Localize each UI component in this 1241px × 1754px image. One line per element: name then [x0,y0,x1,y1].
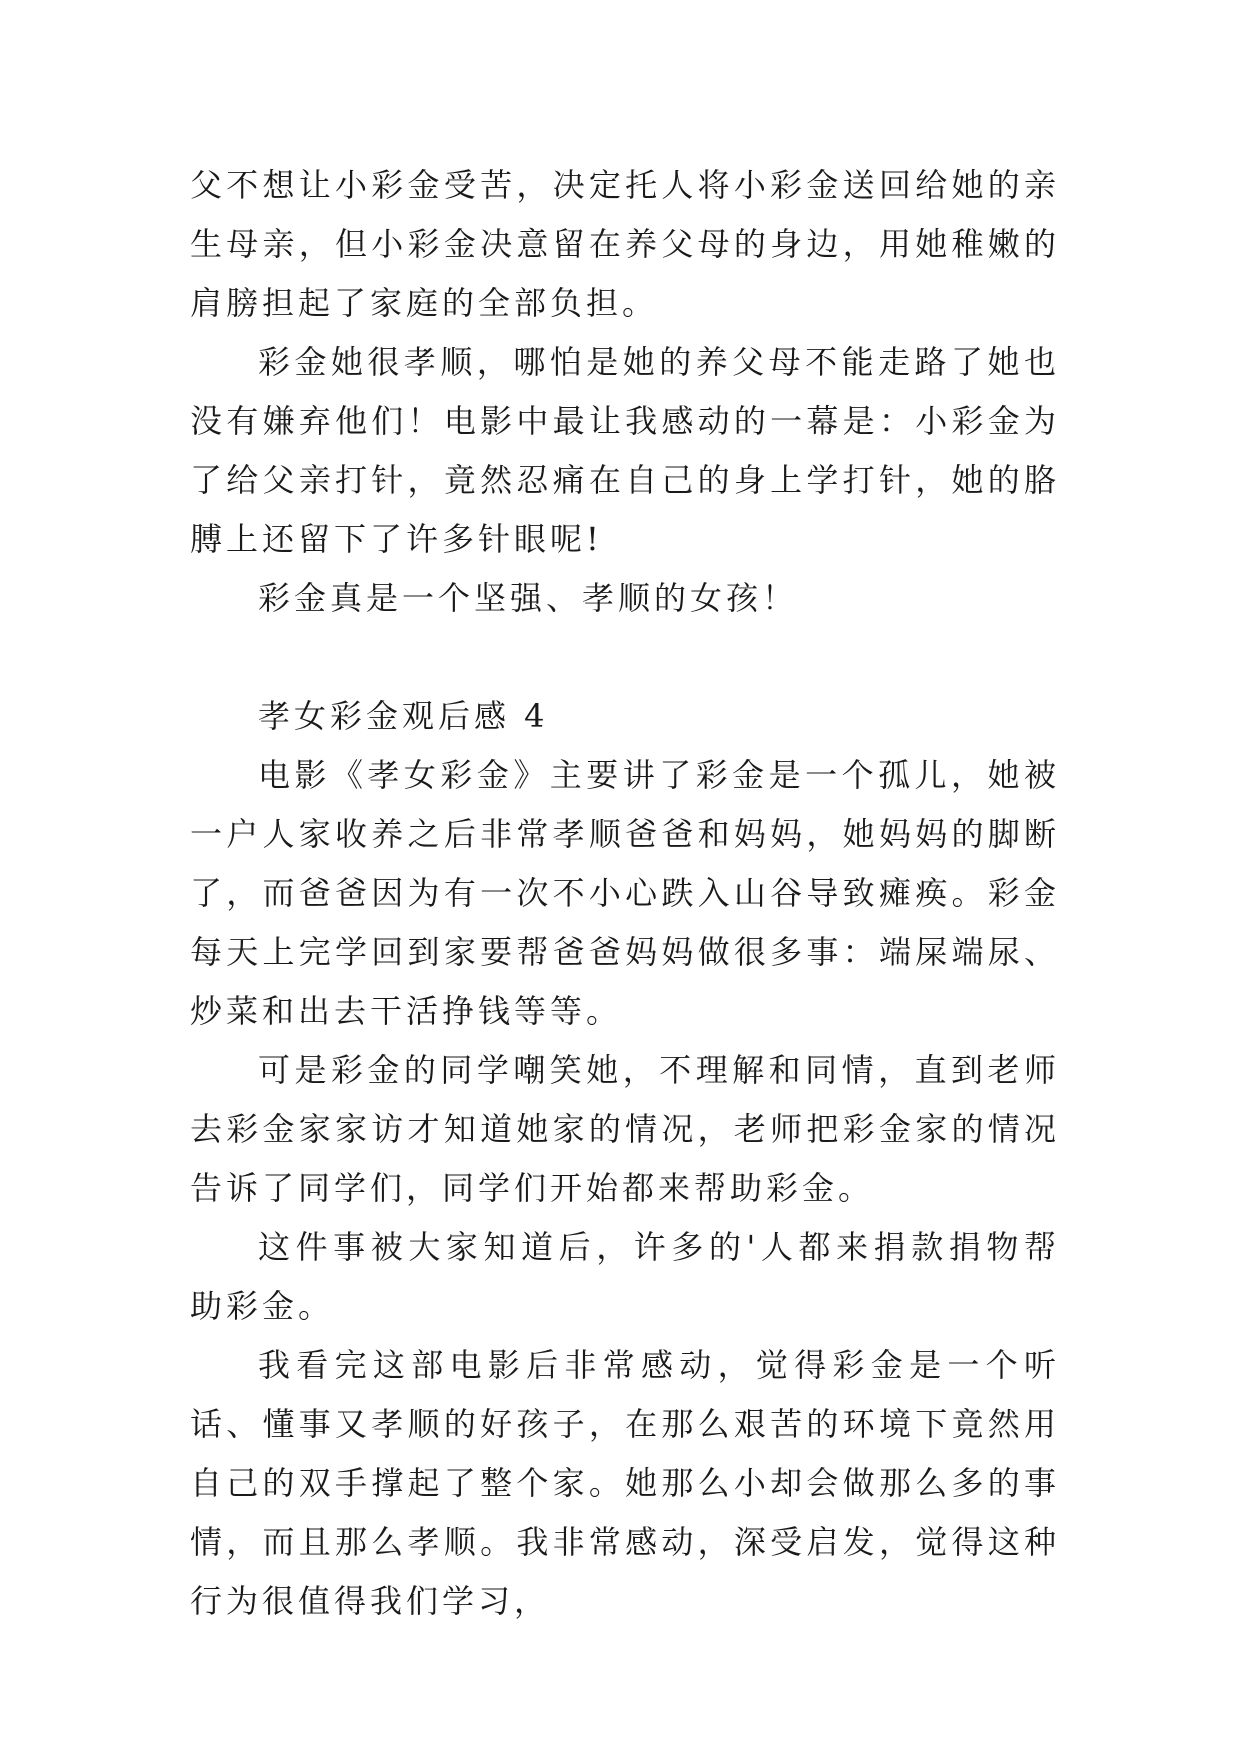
section-gap [190,628,1060,687]
document-body [190,156,1060,1631]
paragraph-conclusion: 彩金真是一个坚强、孝顺的女孩！ [258,579,799,617]
paragraph-movie-summary: 电影《孝女彩金》主要讲了彩金是一个孤儿，她被一户人家收养之后非常孝顺爸爸和妈妈，她妈妈的脚断了，而爸爸因为有一次不小心跌入山谷导致瘫痪。彩金每天上完学回到家要帮爸爸妈妈做很多事：端屎端尿、炒菜和出去干活挣钱等等。 [190,756,1060,1030]
paragraph-continued: 父不想让小彩金受苦，决定托人将小彩金送回给她的亲生母亲，但小彩金决意留在养父母的身边，用她稚嫩的肩膀担起了家庭的全部负担。 [190,166,1060,322]
paragraph-reflection: 我看完这部电影后非常感动，觉得彩金是一个听话、懂事又孝顺的好孩子，在那么艰苦的环境下竟然用自己的双手撑起了整个家。她那么小却会做那么多的事情，而且那么孝顺。我非常感动，深受启发，觉得这种行为很值得我们学习， [190,1346,1060,1620]
paragraph-classmates: 可是彩金的同学嘲笑她，不理解和同情，直到老师去彩金家家访才知道她家的情况，老师把彩金家的情况告诉了同学们，同学们开始都来帮助彩金。 [190,1051,1060,1207]
paragraph-donations: 这件事被大家知道后，许多的'人都来捐款捐物帮助彩金。 [190,1228,1060,1325]
section-title: 孝女彩金观后感 4 [258,697,549,735]
paragraph-filial-piety: 彩金她很孝顺，哪怕是她的养父母不能走路了她也没有嫌弃他们！电影中最让我感动的一幕是：小彩金为了给父亲打针，竟然忍痛在自己的身上学打针，她的胳膊上还留下了许多针眼呢! [190,343,1060,558]
